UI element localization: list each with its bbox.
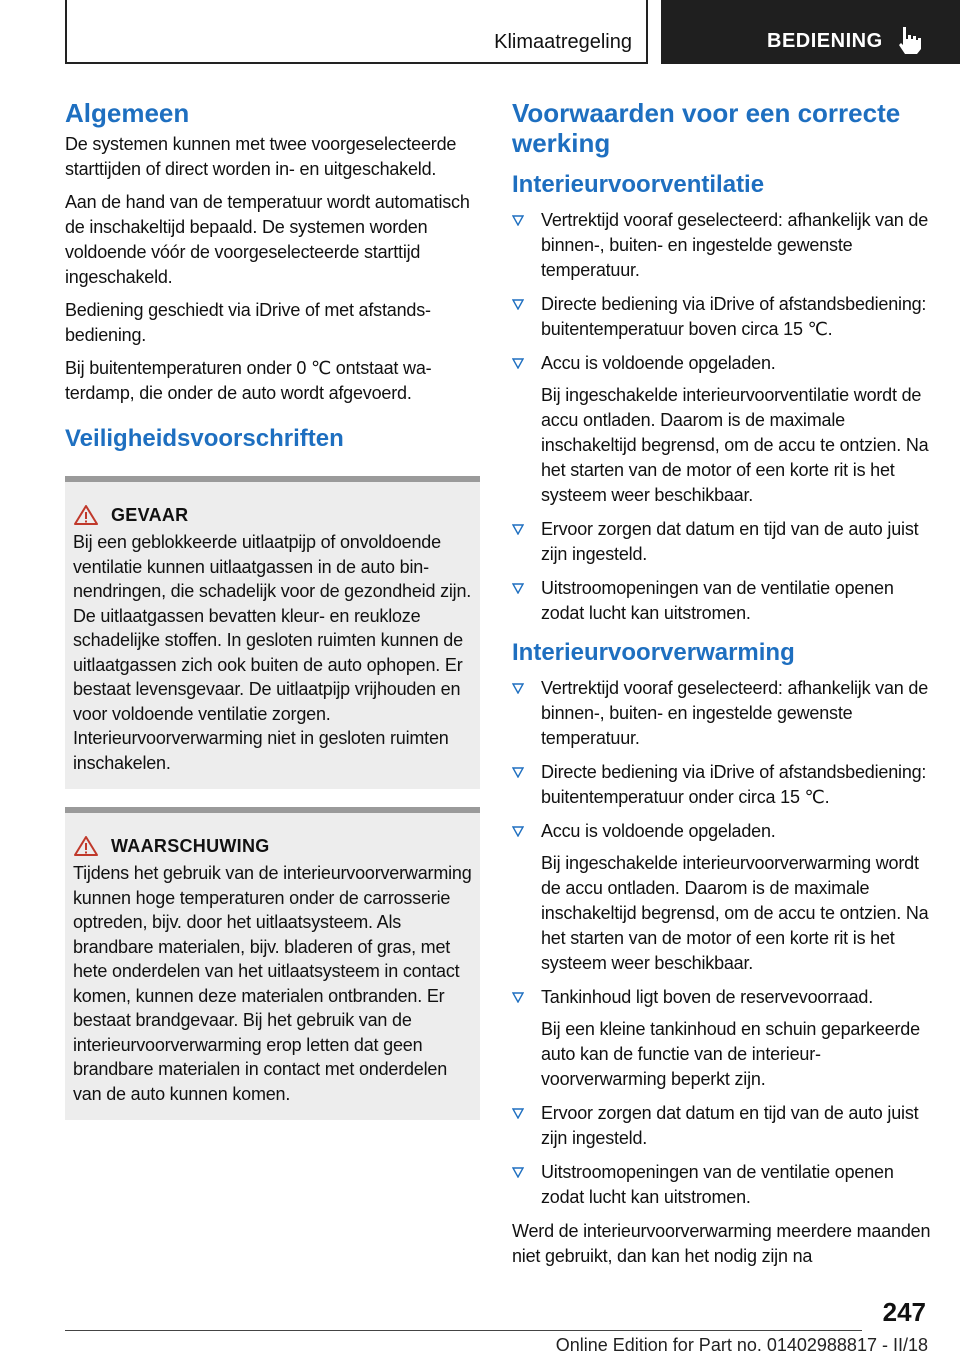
heading-safety: Veiligheidsvoorschriften <box>65 425 344 452</box>
list-item <box>512 292 932 342</box>
heading-ventilation: Interieurvoorventilatie <box>512 171 765 198</box>
triangle-bullet-icon <box>512 215 524 226</box>
closing-paragraph: Werd de interieurvoorverwarming meerdere maanden niet gebruikt, dan kan het nodig zijn na <box>512 1221 931 1266</box>
triangle-bullet-icon <box>512 992 524 1003</box>
chapter-title: BEDIENING <box>767 30 883 52</box>
list-item-text: Uitstroomopeningen van de ventilatie openen zodat lucht kan uitstromen. <box>541 1162 894 1207</box>
triangle-bullet-icon <box>512 299 524 310</box>
list-item-text: Accu is voldoende opgeladen. <box>541 821 776 841</box>
warning-triangle-icon <box>73 504 99 526</box>
list-item <box>512 1101 932 1151</box>
heading-general: Algemeen <box>65 98 190 128</box>
triangle-bullet-icon <box>512 1167 524 1178</box>
warning-title: WAARSCHUWING <box>111 835 270 856</box>
list-item <box>512 208 932 283</box>
page-number: 247 <box>882 1297 926 1327</box>
list-item <box>512 760 932 810</box>
page-header <box>0 0 960 66</box>
section-title: Klimaatregeling <box>65 0 648 64</box>
list-item-text: Vertrektijd vooraf geselecteerd: afhankelijk van de binnen-, buiten- en ingestelde gewenste temperatuur. <box>541 210 929 280</box>
list-item-text: Directe bediening via iDrive of afstandsbediening: buitentemperatuur onder circa 15 ℃. <box>541 762 927 807</box>
triangle-bullet-icon <box>512 358 524 369</box>
pointing-hand-icon <box>897 25 921 55</box>
list-item-text: Uitstroomopeningen van de ventilatie openen zodat lucht kan uitstromen. <box>541 578 894 623</box>
left-column <box>65 98 480 1120</box>
list-item-note: Bij ingeschakelde interieurvoorverwarming wordt de accu ontladen. Daarom is de maximale inschakeltijd begrensd, om de accu te ontzien. Na het starten van de motor of een korte rit is het systeem weer beschikbaar. <box>541 853 929 973</box>
heading-heating: Interieurvoorverwarming <box>512 639 795 666</box>
triangle-bullet-icon <box>512 1108 524 1119</box>
paragraph: De systemen kunnen met twee voorgeselecteerde starttijden of direct worden in- en uitgeschakeld. <box>65 134 457 179</box>
right-column <box>512 98 932 1277</box>
list-item-text: Accu is voldoende opgeladen. <box>541 353 776 373</box>
warning-text: Tijdens het gebruik van de interieurvoorverwarming kunnen hoge temperaturen onder de carrosserie optreden, bijv. door het uitlaatsysteem. Als brandbare materialen, bijv. bladeren of gras, met hete onderdelen van het uitlaatsysteem in contact komen, kunnen deze materialen ontbranden. Er bestaat brandgevaar. Bij het gebruik van de interieurvoorverwarming erop letten dat geen brandbare materialen in contact met onderdelen van de auto kunnen komen. <box>73 863 472 1104</box>
list-item <box>512 351 932 508</box>
chapter-tab <box>661 0 960 64</box>
list-item-note: Bij ingeschakelde interieurvoorventilatie wordt de accu ontladen. Daarom is de maximale inschakeltijd begrensd, om de accu te ontzien. Na het starten van de motor of een korte rit is het systeem weer beschikbaar. <box>541 385 929 505</box>
danger-text: Bij een geblokkeerde uitlaatpijp of onvoldoende ventilatie kunnen uitlaatgassen in de auto binnendringen, die schadelijk voor de gezondheid zijn. De uitlaatgassen bevatten kleur- en reukloze schadelijke stoffen. In gesloten ruimten kunnen de uitlaatgassen zich ook buiten de auto ophopen. Er bestaat levensgevaar. De uitlaatpijp vrijhouden en voor voldoende ventilatie zorgen. Interieurvoorverwarming niet in gesloten ruimten inschakelen. <box>73 532 472 773</box>
heading-requirements: Voorwaarden voor een correcte werking <box>512 98 901 158</box>
list-item-note: Bij een kleine tankinhoud en schuin geparkeerde auto kan de functie van de interieurvoorverwarming beperkt zijn. <box>541 1019 920 1089</box>
triangle-bullet-icon <box>512 826 524 837</box>
triangle-bullet-icon <box>512 767 524 778</box>
list-item <box>512 819 932 976</box>
list-item-text: Tankinhoud ligt boven de reservevoorraad. <box>541 987 874 1007</box>
notice-header <box>73 835 472 857</box>
heating-list <box>512 676 932 1210</box>
warning-triangle-icon <box>73 835 99 857</box>
paragraph: Bediening geschiedt via iDrive of met afstandsbediening. <box>65 300 432 345</box>
warning-notice <box>65 807 480 1120</box>
notice-header <box>73 504 472 526</box>
triangle-bullet-icon <box>512 683 524 694</box>
list-item <box>512 985 932 1092</box>
list-item-text: Ervoor zorgen dat datum en tijd van de auto juist zijn ingesteld. <box>541 519 919 564</box>
triangle-bullet-icon <box>512 524 524 535</box>
edition-footer: Online Edition for Part no. 01402988817 - II/18 <box>555 1335 928 1355</box>
list-item-text: Directe bediening via iDrive of afstandsbediening: buitentemperatuur boven circa 15 ℃. <box>541 294 927 339</box>
footer-divider <box>65 1330 862 1331</box>
list-item-text: Ervoor zorgen dat datum en tijd van de auto juist zijn ingesteld. <box>541 1103 919 1148</box>
triangle-bullet-icon <box>512 583 524 594</box>
list-item <box>512 576 932 626</box>
paragraph: Bij buitentemperaturen onder 0 ℃ ontstaat waterdamp, die onder de auto wordt afgevoerd. <box>65 358 432 403</box>
paragraph: Aan de hand van de temperatuur wordt automatisch de inschakeltijd bepaald. De systemen worden voldoende vóór de voorgeselecteerde starttijd ingeschakeld. <box>65 192 470 287</box>
list-item <box>512 517 932 567</box>
ventilation-list <box>512 208 932 626</box>
list-item <box>512 676 932 751</box>
list-item <box>512 1160 932 1210</box>
list-item-text: Vertrektijd vooraf geselecteerd: afhankelijk van de binnen-, buiten- en ingestelde gewenste temperatuur. <box>541 678 929 748</box>
danger-title: GEVAAR <box>111 504 189 525</box>
danger-notice <box>65 476 480 789</box>
